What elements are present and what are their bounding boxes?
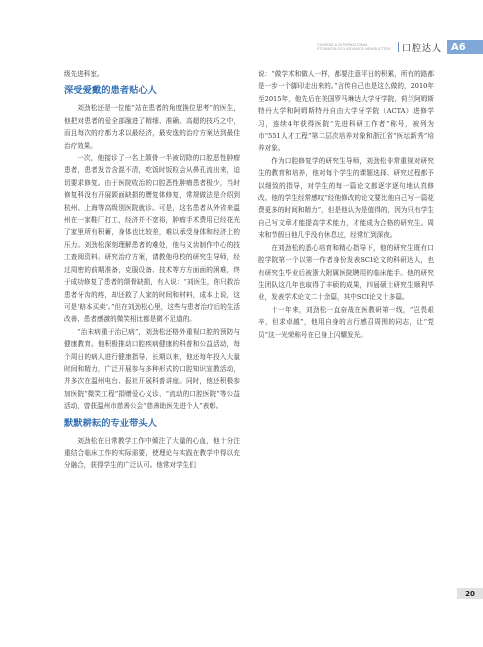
section-heading-patients: 深受爱戴的患者贴心人	[64, 85, 157, 97]
body-paragraph: 刘劲松在日常教学工作中倾注了大量的心血，他十分注重结合临床工作的实际需要，使理论与实践在教学中得以充分融合，获得学生的广泛认可。他常对学生们	[64, 436, 240, 470]
body-paragraph: 作为口腔修复学的研究生导师，刘劲松非常重视对研究生的教育和培养，他对每个学生的课题选择、研究过程都予以细致的指导，对学生的每一篇论文都逐字逐句地认真修改。他的学生经常感叹“经他修改的论文要比他自己写一篇花费更多的时间和精力”，但是他认为是值得的，因为只有学生自己写文章才能提高学术能力，才能成为合格的研究生。周末和节假日他几乎没有休息过，经常忙到深夜。	[258, 156, 434, 240]
right-column	[258, 68, 434, 341]
section-heading-leader: 默默耕耘的专业带头人	[64, 417, 157, 429]
body-paragraph: 刘劲松还是一位能“站在患者的角度换位思考”的医生，他把对患者的爱全部融进了精细、准确、高超的技巧之中，而且每次的疗都力求以最经济，最安逸的治疗方案达到最佳治疗效果。	[64, 104, 240, 150]
left-column	[64, 68, 240, 472]
header-divider	[398, 42, 399, 52]
section-tab: A6	[447, 40, 483, 54]
page-number: 20	[457, 588, 483, 599]
body-paragraph: 一次，他接诊了一名上颌骨一半被切除的口腔恶性肿瘤患者，患者发音含混不清，吃饭时饭粒会从鼻孔流出来，迫切要求修复。由于医院收治的口腔恶性肿瘤患者极少，当时修复科没有开展颌面缺损的赝复体修复，常规做法是介绍到杭州、上海等高级别医院就诊。可是，这名患者从外省来温州在一家鞋厂打工，经济并不宽裕，肿瘤手术费用已经花光了家里所有积蓄，身体也比较差，难以承受身体和经济上的压力。刘劲松深刻理解患者的难处，他与义齿制作中心的技工查阅资料、研究治疗方案，请教他母校的研究生导师，经过周密的前期准备，克服设备、技术等方方面面的困难，终于成功修复了患者的颌骨缺损，有人说：“刘医生，你只救治患者牙齿的疼，却还救了人家的时间和材料，成本上说，这可是‘赔本买卖’。”但在刘劲松心里，这些与患者治疗后的生活改善、患者感激的微笑相比都是微不足道的。	[64, 154, 240, 324]
page-header	[317, 40, 483, 54]
header-title: 口腔达人	[401, 43, 442, 54]
intro-paragraph: 级先进科室。	[64, 70, 104, 78]
body-paragraph: “治未病重于治已病”，刘劲松还格外重视口腔的预防与健康教育。他积极推动口腔疾病健康的科普和公益活动，每个周日的病人进行健康指导，长期以来，他还每年投入大量时间和精力，广泛开展参与多种形式的口腔知识宣教活动，并多次在温州电台、报社开展科普讲座。同时，他还积极参加医院“微笑工程”捐赠爱心义诊、“流动的口腔医院”等公益活动，曾获温州市慈善公会“慈善助医先进个人”表彰。	[64, 327, 240, 411]
header-subtitle: CHINESE & INTERNATIONAL STOMATOLOGY ADVANCE NEWSLETTER	[316, 42, 391, 51]
body-paragraph: 十一年来，刘劲松一直奋战在医教研第一线，“岂畏艰辛，但求卓越”，他用自身的言行感召周围的同志，让“党员”这一光荣称号在已身上闪耀发光。	[258, 305, 434, 339]
continued-paragraph: 说：“做学术和做人一样，都要注意平日的积累，所有的路都是一步一个脚印走出来的。”言传自己也是这么做的，2010年至2015年，他先后在美国罗马琳达大学牙学院、荷兰阿姆斯特丹大学和阿姆斯特丹自由大学牙学院（ACTA）进修学习，连续4年获得医院“先进科研工作者”称号，被列为市“551人才工程”第二层次培养对象和浙江省“医坛新秀”培养对象。	[258, 70, 434, 153]
body-paragraph: 在刘劲松的悉心培育和精心指导下，他的研究生既有口腔学院第一个以第一作者身份发表SCI论文的科研达人，也有研究生毕业后被浙大附属医院聘用的临床能手。他的研究生团队这几年也取得了丰硕的成果，四届硕士研究生顺利毕业，发表学术论文二十余篇，其中SCI论文十多篇。	[258, 243, 434, 302]
